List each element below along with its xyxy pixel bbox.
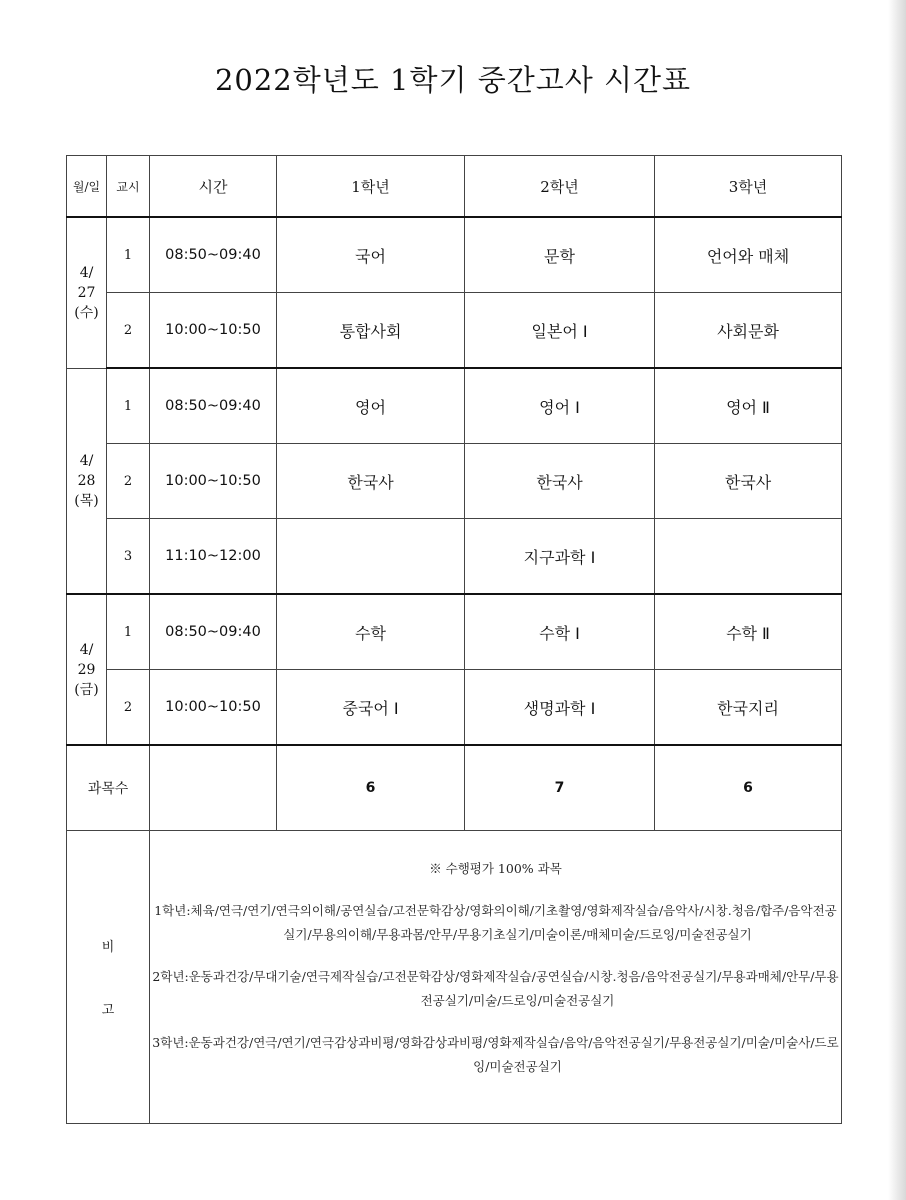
subject-count-time-empty: [150, 745, 277, 831]
day-date: 27: [77, 284, 96, 301]
remarks-content: [150, 831, 842, 1124]
time-cell: 08:50~09:40: [150, 594, 277, 670]
subject-grade1: 중국어 I: [277, 670, 465, 746]
time-cell: 08:50~09:40: [150, 368, 277, 444]
header-grade3: 3학년: [655, 156, 842, 218]
subject-count-grade2: 7: [465, 745, 655, 831]
subject-grade1: 영어: [277, 368, 465, 444]
day-month: 4/: [79, 452, 94, 469]
subject-grade2: 지구과학 I: [465, 519, 655, 595]
subject-grade2: 생명과학 I: [465, 670, 655, 746]
time-cell: 08:50~09:40: [150, 217, 277, 293]
subject-grade1: 국어: [277, 217, 465, 293]
remarks-label: [67, 831, 150, 1124]
table-row: [67, 217, 842, 293]
period-cell: 1: [107, 594, 150, 670]
subject-count-grade3: 6: [655, 745, 842, 831]
time-cell: 10:00~10:50: [150, 293, 277, 369]
subject-grade3: 수학 Ⅱ: [655, 594, 842, 670]
subject-grade2: 한국사: [465, 444, 655, 519]
day-cell: [67, 217, 107, 368]
subject-grade1: 통합사회: [277, 293, 465, 369]
day-date: 29: [77, 661, 96, 678]
remarks-performance-note: ※ 수행평가 100% 과목: [429, 861, 562, 876]
table-row: [67, 519, 842, 595]
day-month: 4/: [79, 264, 94, 281]
subject-grade2: 영어 I: [465, 368, 655, 444]
subject-grade2: 수학 I: [465, 594, 655, 670]
day-month: 4/: [79, 641, 94, 658]
period-cell: 1: [107, 368, 150, 444]
time-cell: 11:10~12:00: [150, 519, 277, 595]
header-date: 월/일: [67, 156, 107, 218]
table-row: [67, 293, 842, 369]
header-time: 시간: [150, 156, 277, 218]
remarks-grade3: 3학년:운동과건강/연극/연기/연극감상과비평/영화감상과비평/영화제작실습/음악/음악전공실기/무용전공실기/미술/미술사/드로잉/미술전공실기: [152, 1035, 839, 1074]
time-cell: 10:00~10:50: [150, 444, 277, 519]
day-weekday: (목): [74, 492, 99, 509]
subject-grade3: 한국사: [655, 444, 842, 519]
subject-grade3: 언어와 매체: [655, 217, 842, 293]
table-header-row: [67, 156, 842, 218]
remarks-row: [67, 831, 842, 1124]
subject-grade3: 사회문화: [655, 293, 842, 369]
page-edge-shadow: [888, 0, 906, 1200]
subject-count-row: [67, 745, 842, 831]
subject-grade3: 한국지리: [655, 670, 842, 746]
period-cell: 2: [107, 444, 150, 519]
subject-count-grade1: 6: [277, 745, 465, 831]
table-row: [67, 594, 842, 670]
page-title: 2022학년도 1학기 중간고사 시간표: [214, 63, 692, 97]
subject-grade2: 일본어 I: [465, 293, 655, 369]
table-row: [67, 368, 842, 444]
subject-grade1: [277, 519, 465, 595]
header-grade2: 2학년: [465, 156, 655, 218]
subject-grade3: 영어 Ⅱ: [655, 368, 842, 444]
time-cell: 10:00~10:50: [150, 670, 277, 746]
period-cell: 2: [107, 293, 150, 369]
period-cell: 2: [107, 670, 150, 746]
remarks-grade1: 1학년:체육/연극/연기/연극의이해/공연실습/고전문학감상/영화의이해/기초촬영/영화제작실습/음악사/시창.청음/합주/음악전공실기/무용의이해/무용과몸/안무/무용기초실기/미술이론/매체미술/드로잉/미술전공실기: [154, 903, 837, 942]
subject-grade2: 문학: [465, 217, 655, 293]
table-row: [67, 670, 842, 746]
day-cell: [67, 594, 107, 745]
subject-grade3: [655, 519, 842, 595]
day-date: 28: [77, 472, 96, 489]
period-cell: 1: [107, 217, 150, 293]
subject-grade1: 수학: [277, 594, 465, 670]
header-period: 교시: [107, 156, 150, 218]
day-weekday: (수): [74, 304, 99, 321]
subject-count-label: 과목수: [67, 745, 150, 831]
remarks-grade2: 2학년:운동과건강/무대기술/연극제작실습/고전문학감상/영화제작실습/공연실습/시창.청음/음악전공실기/무용과매체/안무/무용전공실기/미술/드로잉/미술전공실기: [152, 969, 839, 1008]
day-cell: [67, 368, 107, 594]
table-row: [67, 444, 842, 519]
subject-grade1: 한국사: [277, 444, 465, 519]
day-weekday: (금): [74, 681, 99, 698]
exam-schedule-table: [66, 155, 842, 1124]
remarks-label-char2: 고: [101, 1003, 115, 1018]
remarks-label-char1: 비: [101, 940, 115, 955]
header-grade1: 1학년: [277, 156, 465, 218]
period-cell: 3: [107, 519, 150, 595]
